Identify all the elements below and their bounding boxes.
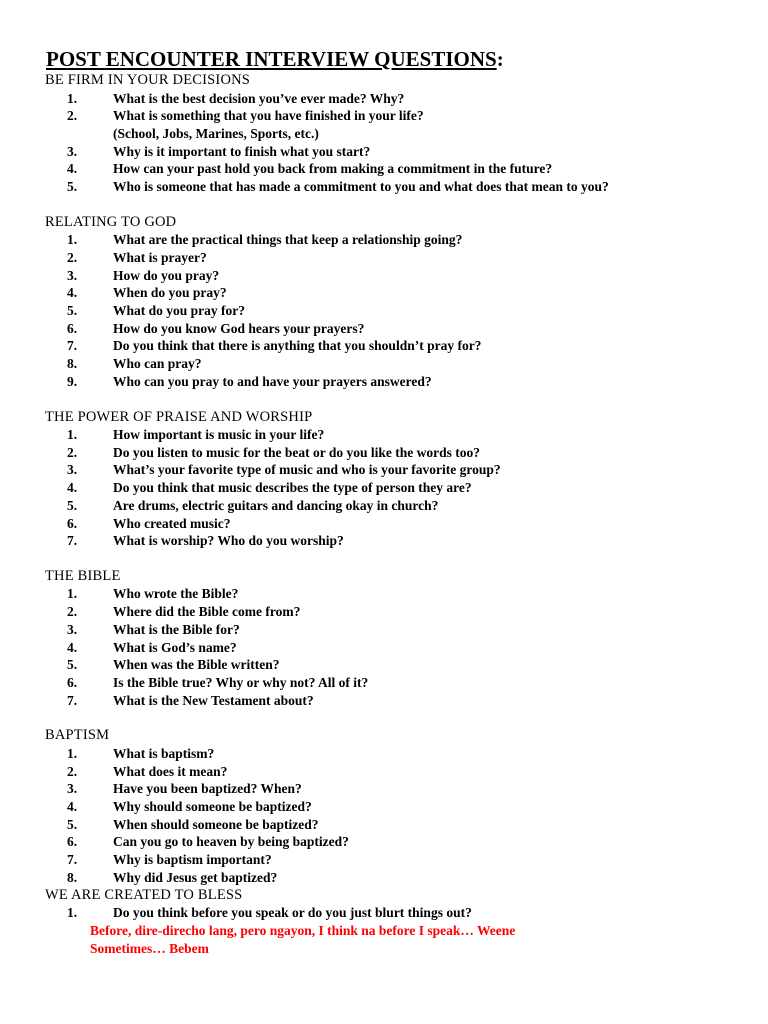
- question-number: 5.: [67, 179, 78, 195]
- question-text: How important is music in your life?: [113, 427, 325, 443]
- question-text: What is baptism?: [113, 745, 215, 761]
- question-number: 9.: [67, 373, 78, 389]
- question-number: 4.: [67, 799, 78, 814]
- question-number: 4.: [67, 639, 78, 655]
- question-item: [45, 851, 745, 869]
- question-item: [45, 763, 745, 781]
- question-item: [45, 320, 745, 338]
- question-item: [45, 426, 745, 444]
- question-number: 3.: [67, 462, 78, 478]
- question-number: 4.: [67, 480, 78, 496]
- section-heading: WE ARE CREATED TO BLESS: [45, 886, 243, 903]
- question-item: [45, 497, 745, 515]
- question-item: [45, 479, 745, 497]
- question-number: 3.: [67, 143, 78, 159]
- question-item: [45, 178, 745, 196]
- question-number: 5.: [67, 497, 78, 513]
- question-number: 4.: [67, 161, 78, 177]
- question-item: [45, 585, 745, 603]
- question-item: [45, 904, 745, 922]
- question-text: How do you know God hears your prayers?: [113, 320, 365, 336]
- question-item: [45, 267, 745, 285]
- question-number: 1.: [67, 427, 78, 443]
- question-text: Who is someone that has made a commitment to you and what does that mean to you?: [113, 179, 609, 195]
- question-number: 8.: [67, 869, 78, 885]
- answer-text: Before, dire-direcho lang, pero ngayon, I think na before I speak… Weene: [90, 922, 516, 938]
- answer-text: Sometimes… Bebem: [90, 940, 209, 956]
- document-title: [46, 46, 745, 72]
- question-number: 6.: [67, 834, 78, 850]
- question-number: 3.: [67, 781, 78, 797]
- question-number: 7.: [67, 692, 78, 708]
- question-item: [45, 639, 745, 657]
- question-number: 6.: [67, 320, 78, 336]
- question-item: [45, 780, 745, 798]
- question-text: Do you think that there is anything that you shouldn’t pray for?: [113, 338, 482, 354]
- question-text: What is God’s name?: [113, 639, 237, 655]
- question-text: Are drums, electric guitars and dancing okay in church?: [113, 497, 439, 513]
- question-item: [45, 461, 745, 479]
- question-number: 8.: [67, 356, 78, 372]
- title-colon: :: [496, 47, 504, 71]
- question-text: What is worship? Who do you worship?: [113, 533, 344, 549]
- question-text: When do you pray?: [113, 285, 227, 301]
- question-number: 5.: [67, 303, 78, 319]
- question-text: Do you listen to music for the beat or do you like the words too?: [113, 444, 480, 460]
- question-text: How do you pray?: [113, 267, 220, 283]
- question-text: Why is baptism important?: [113, 852, 272, 868]
- question-text: What is something that you have finished in your life?: [113, 108, 424, 124]
- question-item: [45, 745, 745, 763]
- question-text: Why should someone be baptized?: [113, 799, 312, 814]
- section-heading: THE BIBLE: [45, 567, 121, 584]
- question-item: [45, 816, 745, 834]
- question-number: 3.: [67, 267, 78, 283]
- question-number: 5.: [67, 657, 78, 673]
- question-text: What is the New Testament about?: [113, 692, 314, 708]
- question-number: 4.: [67, 285, 78, 301]
- question-text: Why is it important to finish what you start?: [113, 143, 371, 159]
- question-item: [45, 249, 745, 267]
- question-item: [45, 532, 745, 550]
- section: [45, 727, 745, 886]
- question-text: Who wrote the Bible?: [113, 586, 239, 602]
- question-number: 1.: [67, 586, 78, 602]
- question-number: 2.: [67, 249, 78, 265]
- section-heading: BE FIRM IN YOUR DECISIONS: [45, 72, 251, 88]
- question-text: What are the practical things that keep a relationship going?: [113, 232, 463, 248]
- section: [45, 568, 745, 709]
- question-number: 1.: [67, 905, 78, 921]
- section: [45, 214, 745, 391]
- question-text: Who can pray?: [113, 356, 202, 372]
- document: [45, 46, 745, 958]
- question-item: [45, 231, 745, 249]
- question-text: What does it mean?: [113, 763, 228, 779]
- question-item: [45, 603, 745, 621]
- question-item: [45, 621, 745, 639]
- question-text: What is prayer?: [113, 249, 207, 265]
- question-text: What do you pray for?: [113, 303, 246, 319]
- question-text: What’s your favorite type of music and who is your favorite group?: [113, 462, 501, 478]
- question-text: Have you been baptized? When?: [113, 781, 302, 797]
- question-item: [45, 302, 745, 320]
- question-subtext: (School, Jobs, Marines, Sports, etc.): [113, 125, 319, 141]
- section: [45, 409, 745, 550]
- question-number: 5.: [67, 816, 78, 832]
- question-text: Can you go to heaven by being baptized?: [113, 834, 349, 850]
- question-number: 1.: [67, 90, 78, 106]
- question-item: [45, 869, 745, 887]
- question-text: What is the Bible for?: [113, 621, 240, 637]
- question-number: 2.: [67, 604, 78, 620]
- question-text: What is the best decision you’ve ever made? Why?: [113, 90, 405, 106]
- question-text: Is the Bible true? Why or why not? All of it?: [113, 674, 369, 690]
- question-text: Do you think before you speak or do you just blurt things out?: [113, 905, 472, 921]
- question-item: [45, 284, 745, 302]
- question-item: [45, 444, 745, 462]
- sections-container: [45, 72, 745, 958]
- question-text: Who can you pray to and have your prayers answered?: [113, 373, 432, 389]
- question-item: [45, 90, 745, 108]
- question-number: 7.: [67, 533, 78, 549]
- question-number: 2.: [67, 444, 78, 460]
- section-heading: BAPTISM: [45, 727, 110, 744]
- question-number: 3.: [67, 621, 78, 637]
- question-number: 7.: [67, 338, 78, 354]
- question-item: [45, 674, 745, 692]
- question-number: 6.: [67, 674, 78, 690]
- question-item: [45, 656, 745, 674]
- section-heading: RELATING TO GOD: [45, 213, 177, 230]
- question-item: [45, 373, 745, 391]
- question-text: How can your past hold you back from making a commitment in the future?: [113, 161, 553, 177]
- question-item: [45, 355, 745, 373]
- question-text: When was the Bible written?: [113, 657, 280, 673]
- question-item: [45, 143, 745, 161]
- question-number: 6.: [67, 515, 78, 531]
- question-number: 1.: [67, 232, 78, 248]
- question-item: [45, 107, 745, 125]
- title-text: POST ENCOUNTER INTERVIEW QUESTIONS: [46, 47, 497, 71]
- question-item: [45, 337, 745, 355]
- question-item: [45, 798, 745, 816]
- question-text: When should someone be baptized?: [113, 816, 319, 832]
- question-text: Who created music?: [113, 515, 231, 531]
- section: [45, 887, 745, 958]
- section: [45, 72, 745, 196]
- question-text: Do you think that music describes the type of person they are?: [113, 480, 472, 496]
- question-item: [45, 515, 745, 533]
- question-number: 1.: [67, 745, 78, 761]
- question-item: [45, 160, 745, 178]
- question-number: 2.: [67, 763, 78, 779]
- question-item: [45, 692, 745, 710]
- question-item: [45, 833, 745, 851]
- section-heading: THE POWER OF PRAISE AND WORSHIP: [45, 408, 313, 425]
- question-text: Where did the Bible come from?: [113, 604, 301, 620]
- question-number: 7.: [67, 852, 78, 868]
- question-text: Why did Jesus get baptized?: [113, 869, 278, 885]
- question-number: 2.: [67, 108, 78, 124]
